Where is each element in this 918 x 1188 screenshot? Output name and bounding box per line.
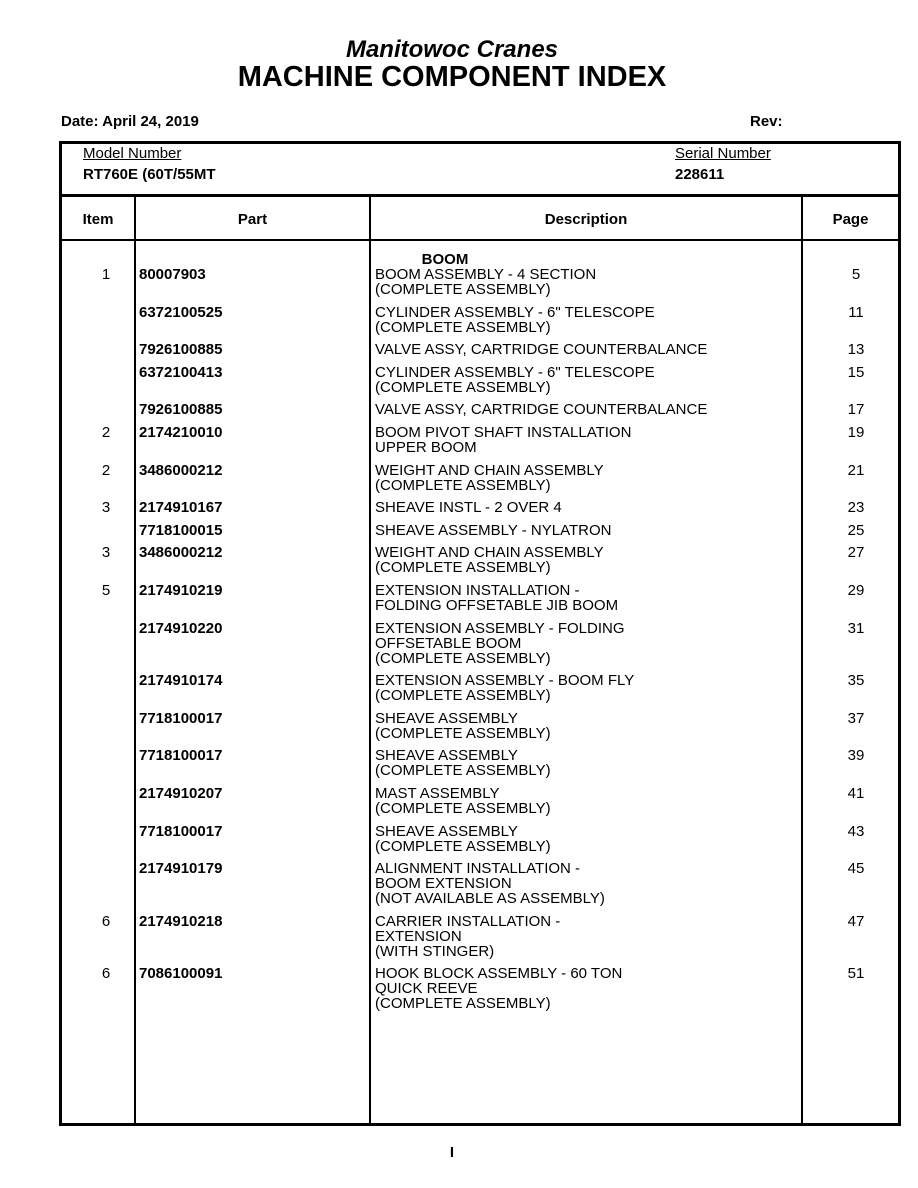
table-item-number: 5 xyxy=(101,582,111,599)
document-date: Date: April 24, 2019 xyxy=(61,113,199,130)
document-title: MACHINE COMPONENT INDEX xyxy=(237,61,667,93)
table-part-number: 80007903 xyxy=(139,266,206,283)
table-item-number: 3 xyxy=(101,499,111,516)
table-page-number: 17 xyxy=(847,401,865,418)
table-page-number: 41 xyxy=(847,785,865,802)
table-description: SHEAVE ASSEMBLY (COMPLETE ASSEMBLY) xyxy=(375,747,551,779)
table-page-number: 23 xyxy=(847,499,865,516)
table-description: VALVE ASSY, CARTRIDGE COUNTERBALANCE xyxy=(375,401,708,418)
table-part-number: 2174910219 xyxy=(139,582,223,599)
page-number: I xyxy=(449,1144,455,1161)
table-item-number: 2 xyxy=(101,462,111,479)
table-page-number: 31 xyxy=(847,620,865,637)
table-item-number: 1 xyxy=(101,266,111,283)
table-description: CYLINDER ASSEMBLY - 6" TELESCOPE (COMPLETE ASSEMBLY) xyxy=(375,304,655,336)
table-description: CARRIER INSTALLATION - EXTENSION (WITH STINGER) xyxy=(375,913,561,960)
table-item-number: 3 xyxy=(101,544,111,561)
table-page-number: 11 xyxy=(848,304,864,321)
table-page-number: 45 xyxy=(847,860,865,877)
table-part-number: 2174910167 xyxy=(139,499,223,516)
table-description: EXTENSION INSTALLATION - FOLDING OFFSETABLE JIB BOOM xyxy=(375,582,619,614)
table-page-number: 15 xyxy=(847,364,865,381)
table-description: SHEAVE ASSEMBLY (COMPLETE ASSEMBLY) xyxy=(375,710,551,742)
table-description: EXTENSION ASSEMBLY - FOLDING OFFSETABLE BOOM (COMPLETE ASSEMBLY) xyxy=(375,620,625,667)
column-header-item: Item xyxy=(82,211,114,228)
table-description: VALVE ASSY, CARTRIDGE COUNTERBALANCE xyxy=(375,341,708,358)
table-description: MAST ASSEMBLY (COMPLETE ASSEMBLY) xyxy=(375,785,551,817)
table-part-number: 7718100015 xyxy=(139,522,223,539)
table-page-number: 43 xyxy=(847,823,865,840)
serial-number-value: 228611 xyxy=(675,166,725,183)
table-description: BOOM ASSEMBLY - 4 SECTION (COMPLETE ASSEMBLY) xyxy=(375,266,597,298)
model-number-label: Model Number xyxy=(83,145,182,162)
table-page-number: 51 xyxy=(847,965,865,982)
table-description: EXTENSION ASSEMBLY - BOOM FLY (COMPLETE ASSEMBLY) xyxy=(375,672,635,704)
column-header-part: Part xyxy=(237,211,268,228)
table-item-number: 6 xyxy=(101,965,111,982)
table-part-number: 3486000212 xyxy=(139,544,223,561)
table-page-number: 27 xyxy=(847,544,865,561)
table-description: ALIGNMENT INSTALLATION - BOOM EXTENSION (NOT AVAILABLE AS ASSEMBLY) xyxy=(375,860,605,907)
table-part-number: 2174910207 xyxy=(139,785,223,802)
table-page-number: 21 xyxy=(847,462,865,479)
table-description: SHEAVE ASSEMBLY - NYLATRON xyxy=(375,522,612,539)
table-part-number: 7718100017 xyxy=(139,747,223,764)
table-page-number: 29 xyxy=(847,582,865,599)
table-part-number: 2174210010 xyxy=(139,424,223,441)
table-page-number: 39 xyxy=(847,747,865,764)
model-number-value: RT760E (60T/55MT xyxy=(83,166,216,183)
table-page-number: 13 xyxy=(847,341,865,358)
table-part-number: 7926100885 xyxy=(139,401,223,418)
column-header-page: Page xyxy=(832,211,869,228)
table-description: WEIGHT AND CHAIN ASSEMBLY (COMPLETE ASSEMBLY) xyxy=(375,462,604,494)
serial-number-label: Serial Number xyxy=(675,145,771,162)
column-header-description: Description xyxy=(544,211,628,228)
table-description: WEIGHT AND CHAIN ASSEMBLY (COMPLETE ASSEMBLY) xyxy=(375,544,604,576)
section-heading: BOOM xyxy=(421,251,469,268)
table-description: SHEAVE ASSEMBLY (COMPLETE ASSEMBLY) xyxy=(375,823,551,855)
table-part-number: 3486000212 xyxy=(139,462,223,479)
table-page-number: 37 xyxy=(847,710,865,727)
table-part-number: 7926100885 xyxy=(139,341,223,358)
table-description: HOOK BLOCK ASSEMBLY - 60 TON QUICK REEVE (COMPLETE ASSEMBLY) xyxy=(375,965,623,1012)
table-page-number: 25 xyxy=(847,522,865,539)
table-part-number: 7718100017 xyxy=(139,823,223,840)
table-description: SHEAVE INSTL - 2 OVER 4 xyxy=(375,499,562,516)
table-part-number: 2174910174 xyxy=(139,672,223,689)
table-part-number: 7718100017 xyxy=(139,710,223,727)
table-page-number: 35 xyxy=(847,672,865,689)
revision-label: Rev: xyxy=(750,113,783,130)
table-part-number: 6372100525 xyxy=(139,304,223,321)
table-page-number: 47 xyxy=(847,913,865,930)
table-item-number: 2 xyxy=(101,424,111,441)
table-description: CYLINDER ASSEMBLY - 6" TELESCOPE (COMPLETE ASSEMBLY) xyxy=(375,364,655,396)
company-name: Manitowoc Cranes xyxy=(345,36,559,63)
table-page-number: 5 xyxy=(851,266,861,283)
table-page-number: 19 xyxy=(847,424,865,441)
table-item-number: 6 xyxy=(101,913,111,930)
table-part-number: 2174910218 xyxy=(139,913,223,930)
table-part-number: 2174910179 xyxy=(139,860,223,877)
table-part-number: 6372100413 xyxy=(139,364,223,381)
table-part-number: 7086100091 xyxy=(139,965,223,982)
table-description: BOOM PIVOT SHAFT INSTALLATION UPPER BOOM xyxy=(375,424,632,456)
table-part-number: 2174910220 xyxy=(139,620,223,637)
